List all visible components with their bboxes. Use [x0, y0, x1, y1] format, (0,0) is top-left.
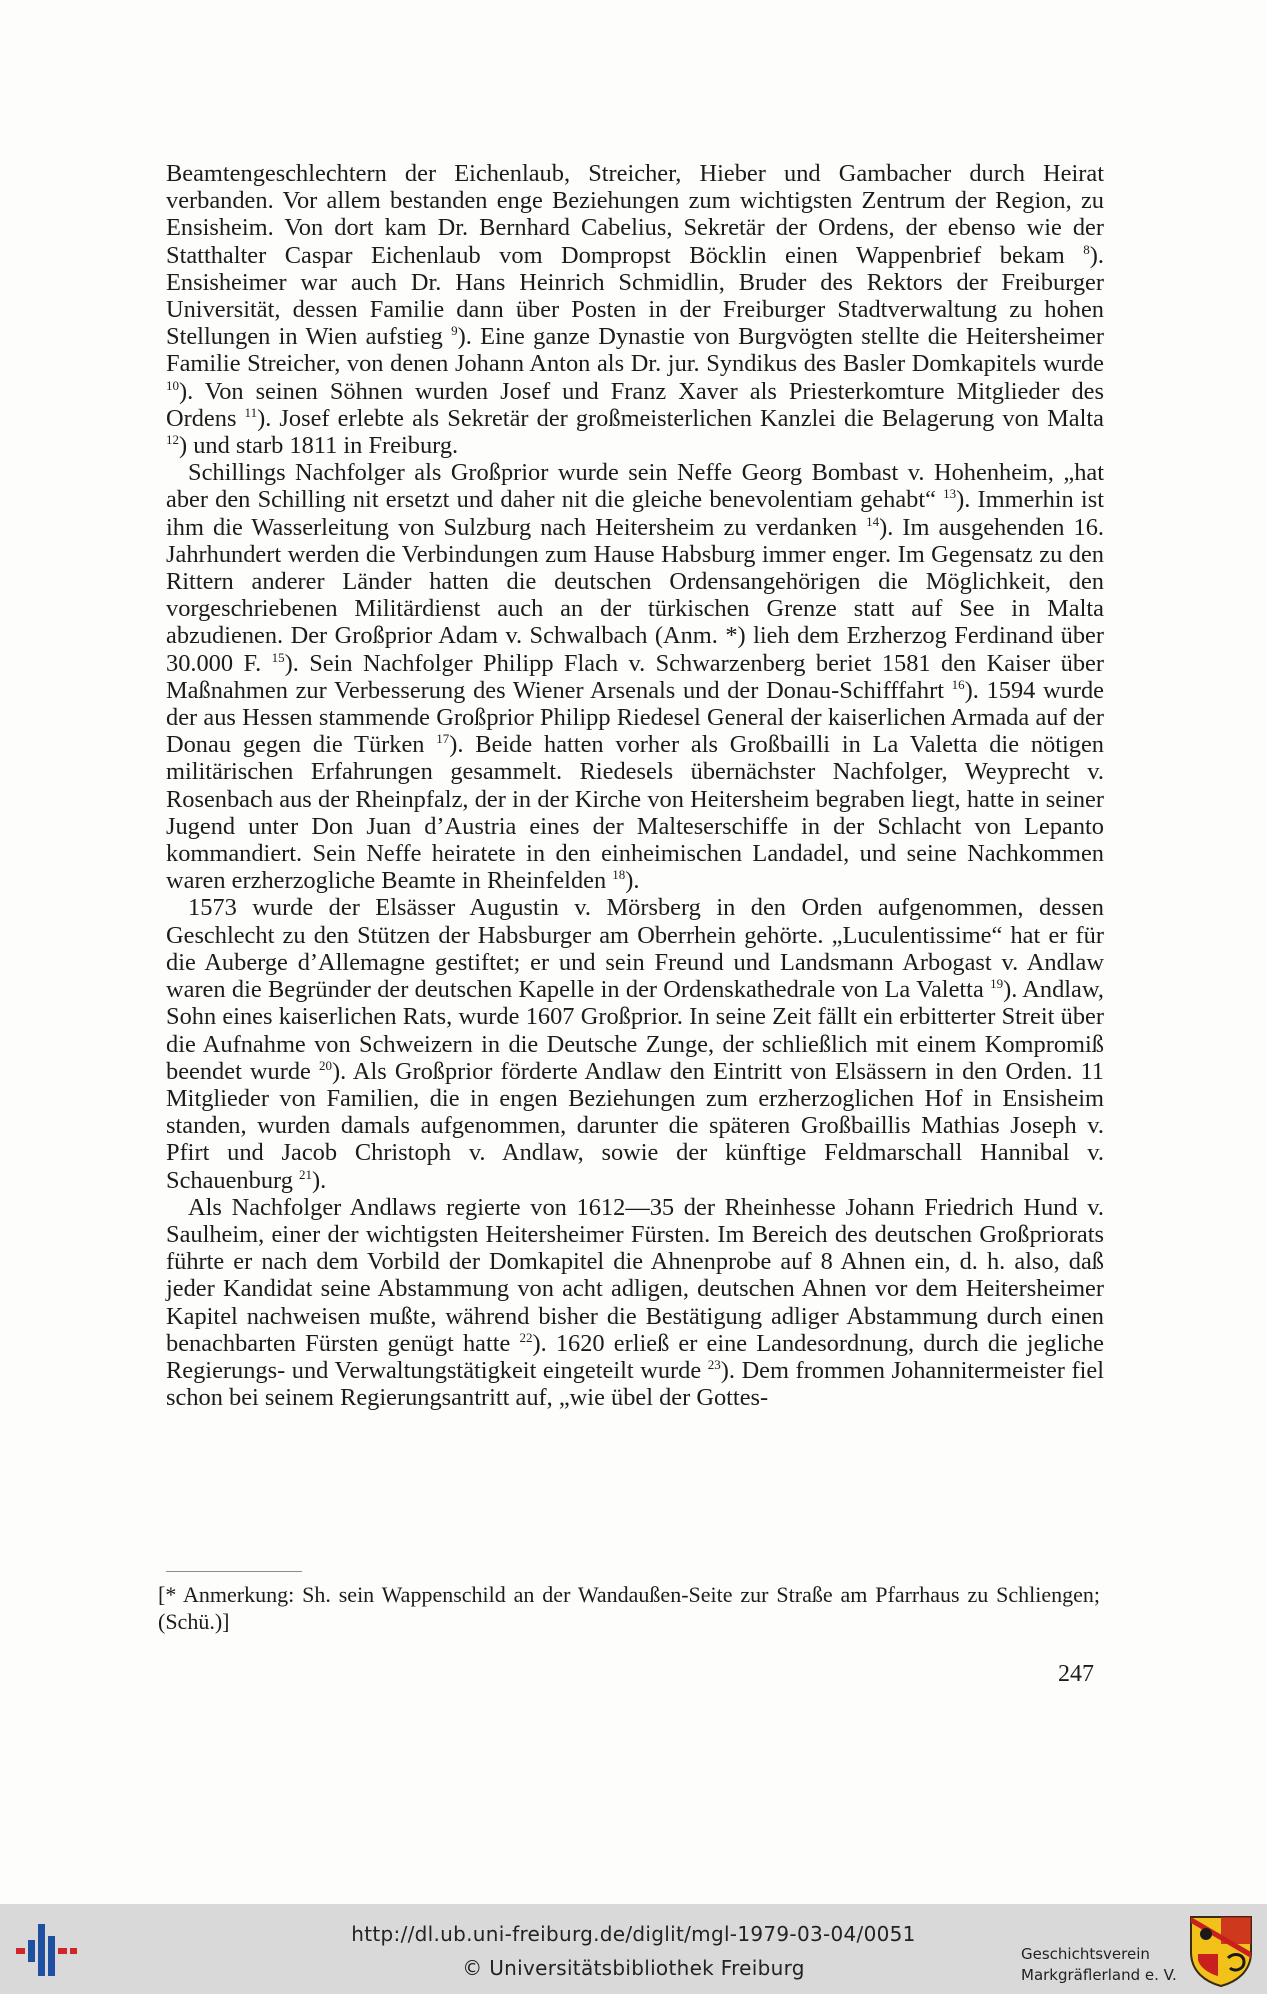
body-text [166, 160, 1104, 1411]
society-line-2: Markgräflerland e. V. [1021, 1966, 1177, 1984]
footnote: [* Anmerkung: Sh. sein Wappenschild an der Wandaußen-Seite zur Straße am Pfarrhaus zu Schliengen; (Schü.)] [158, 1582, 1100, 1634]
society-name [1021, 1944, 1177, 1986]
paragraph: Schillings Nachfolger als Großprior wurde sein Neffe Georg Bombast v. Hohenheim, „hat aber den Schilling nit ersetzt und daher nit die gleiche benevolentiam gehabt“ $^{13}$). Immerhin ist ihm die Wasserleitung von Sulzburg nach Heitersheim zu verdanken $^{14}$). Im ausgehenden 16. Jahrhundert werden die Verbindungen zum Hause Habsburg immer enger. Im Gegensatz zu den Rittern anderer Länder hatten die deutschen Ordensangehörigen die Möglichkeit, den vorgeschriebenen Militärdienst auch an der türkischen Grenze statt auf See in Malta abzudienen. Der Großprior Adam v. Schwalbach (Anm. *) lieh dem Erzherzog Ferdinand über 30.000 F. $^{15}$). Sein Nachfolger Philipp Flach v. Schwarzenberg beriet 1581 den Kaiser über Maßnahmen zur Verbesserung des Wiener Arsenals und der Donau-Schifffahrt $^{16}$). 1594 wurde der aus Hessen stammende Großprior Philipp Riedesel General der kaiserlichen Armada auf der Donau gegen die Türken $^{17}$). Beide hatten vorher als Großbailli in La Valetta die nötigen militärischen Erfahrungen gesammelt. Riedesels übernächster Nachfolger, Weyprecht v. Rosenbach aus der Rheinpfalz, der in der Kirche von Heitersheim begraben liegt, hatte in seiner Jugend unter Don Juan d’Austria eines der Malteserschiffe in der Schlacht von Lepanto kommandiert. Sein Neffe heiratete in den einheimischen Landadel, und seine Nachkommen waren erzherzogliche Beamte in Rheinfelden $^{18}$). [166, 459, 1104, 895]
coat-of-arms-icon [1188, 1914, 1254, 1988]
society-line-1: Geschichtsverein [1021, 1945, 1150, 1963]
paragraph: Beamtengeschlechtern der Eichenlaub, Streicher, Hieber und Gambacher durch Heirat verbanden. Vor allem bestanden enge Beziehungen zum wichtigsten Zentrum der Region, zu Ensisheim. Von dort kam Dr. Bernhard Cabelius, Sekretär der Ordens, der ebenso wie der Statthalter Caspar Eichenlaub vom Dompropst Böcklin einen Wappenbrief bekam $^8$). Ensisheimer war auch Dr. Hans Heinrich Schmidlin, Bruder des Rektors der Freiburger Universität, dessen Familie dann über Posten in der Freiburger Stadtverwaltung zu hohen Stellungen in Wien aufstieg $^9$). Eine ganze Dynastie von Burgvögten stellte die Heitersheimer Familie Streicher, von denen Johann Anton als Dr. jur. Syndikus des Basler Domkapitels wurde $^{10}$). Von seinen Söhnen wurden Josef und Franz Xaver als Priesterkomture Mitglieder des Ordens $^{11}$). Josef erlebte als Sekretär der großmeisterlichen Kanzlei die Belagerung von Malta $^{12}$) und starb 1811 in Freiburg. [166, 160, 1104, 460]
paragraph: 1573 wurde der Elsässer Augustin v. Mörsberg in den Orden aufgenommen, dessen Geschlecht zu den Stützen der Habsburger am Oberrhein gehörte. „Luculentissime“ hat er für die Auberge d’Allemagne gestiftet; er und sein Freund und Landsmann Arbogast v. Andlaw waren die Begründer der deutschen Kapelle in der Ordenskathedrale von La Valetta $^{19}$). Andlaw, Sohn eines kaiserlichen Rats, wurde 1607 Großprior. In seine Zeit fällt ein erbitterter Streit über die Aufnahme von Schweizern in die Deutsche Zunge, der schließlich mit einem Kompromiß beendet wurde $^{20}$). Als Großprior förderte Andlaw den Eintritt von Elsässern in den Orden. 11 Mitglieder von Familien, die in engen Beziehungen zum erzherzoglichen Hof in Ensisheim standen, wurden damals aufgenommen, darunter die späteren Großbaillis Mathias Joseph v. Pfirt und Jacob Christoph v. Andlaw, sowie der künftige Feldmarschall Hannibal v. Schauenburg $^{21}$). [166, 894, 1104, 1194]
footnote-divider [166, 1571, 302, 1572]
page-number: 247 [1058, 1661, 1094, 1687]
paragraph: Als Nachfolger Andlaws regierte von 1612—35 der Rheinhesse Johann Friedrich Hund v. Saulheim, einer der wichtigsten Heitersheimer Fürsten. Im Bereich des deutschen Großpriorats führte er nach dem Vorbild der Domkapitel die Ahnenprobe auf 8 Ahnen ein, d. h. also, daß jeder Kandidat seine Abstammung von acht adligen, deutschen Ahnen vor dem Heitersheimer Kapitel nachweisen mußte, während bisher die Bestätigung adliger Abstammung durch einen benachbarten Fürsten genügt hatte $^{22}$). 1620 erließ er eine Landesordnung, durch die jegliche Regierungs- und Verwaltungstätigkeit eingeteilt wurde $^{23}$). Dem frommen Johannitermeister fiel schon bei seinem Regierungsantritt auf, „wie übel der Gottes- [166, 1193, 1104, 1412]
copyright-notice: © Universitätsbibliothek Freiburg [462, 1956, 805, 1980]
permalink-url[interactable]: http://dl.ub.uni-freiburg.de/diglit/mgl-1979-03-04/0051 [351, 1922, 916, 1946]
footer-bar [0, 1904, 1267, 1994]
